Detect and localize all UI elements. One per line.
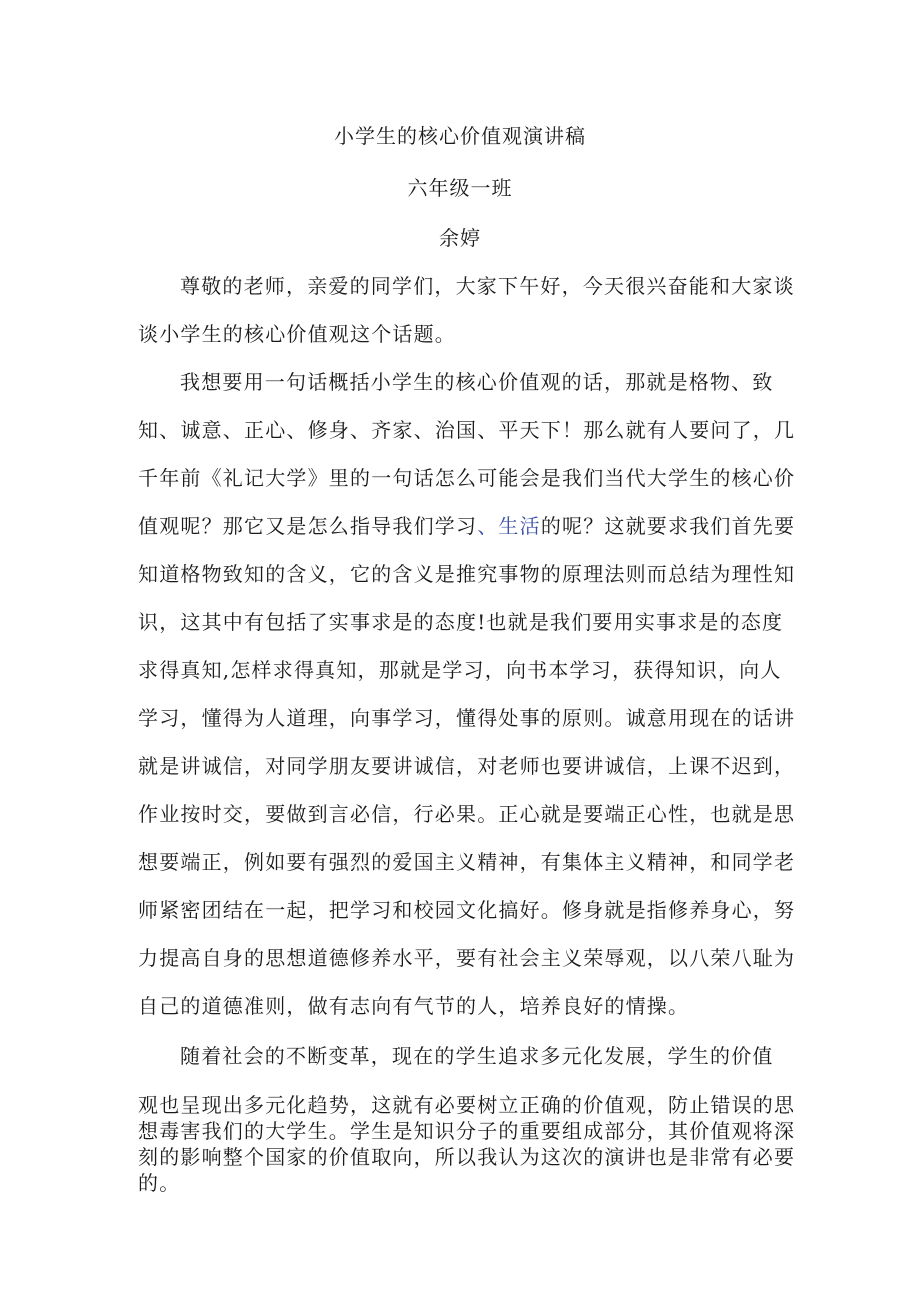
author-name: 余婷	[439, 226, 481, 250]
class-name: 六年级一班	[407, 176, 513, 200]
paragraph-greeting: 尊敬的老师，亲爱的同学们，大家下午好，今天很兴奋能和大家谈谈小学生的核心价值观这个话题。	[138, 274, 795, 346]
document-title: 小学生的核心价值观演讲稿	[334, 124, 586, 148]
paragraph-diversity-rest: 观也呈现出多元化趋势，这就有必要树立正确的价值观，防止错误的思想毒害我们的大学生。学生是知识分子的重要组成部分，其价值观将深刻的影响整个国家的价值取向，所以我认为这次的演讲也是非常有必要的。	[138, 1093, 796, 1195]
paragraph-core-values	[138, 358, 798, 1030]
paragraph-diversity-line1: 随着社会的不断变革，现在的学生追求多元化发展，学生的价值	[180, 1044, 774, 1068]
paragraph-core-values-text-a: 我想要用一句话概括小学生的核心价值观的话，那就是格物、致知、诚意、正心、修身、齐家、治国、平天下！那么就有人要问了，几千年前《礼记大学》里的一句话怎么可能会是我们当代大学生的核心价值观呢？那它又是怎么指导我们学习	[138, 370, 796, 538]
paragraph-core-values-text-b: 的呢？这就要求我们首先要知道格物致知的含义，它的含义是推究事物的原理法则而总结为理性知识，这其中有包括了实事求是的态度!也就是我们要用实事求是的态度求得真知,怎样求得真知，那就是学习，向书本学习，获得知识，向人学习，懂得为人道理，向事学习，懂得处事的原则。诚意用现在的话讲就是讲诚信，对同学朋友要讲诚信，对老师也要讲诚信，上课不迟到，作业按时交，要做到言必信，行必果。正心就是要端正心性，也就是思想要端正，例如要有强烈的爱国主义精神，有集体主义精神，和同学老师紧密团结在一起，把学习和校园文化搞好。修身就是指修养身心，努力提高自身的思想道德修养水平，要有社会主义荣辱观，以八荣八耻为自己的道德准则，做有志向有气节的人，培养良好的情操。	[138, 514, 796, 1018]
life-link[interactable]: 、生活	[477, 514, 541, 538]
